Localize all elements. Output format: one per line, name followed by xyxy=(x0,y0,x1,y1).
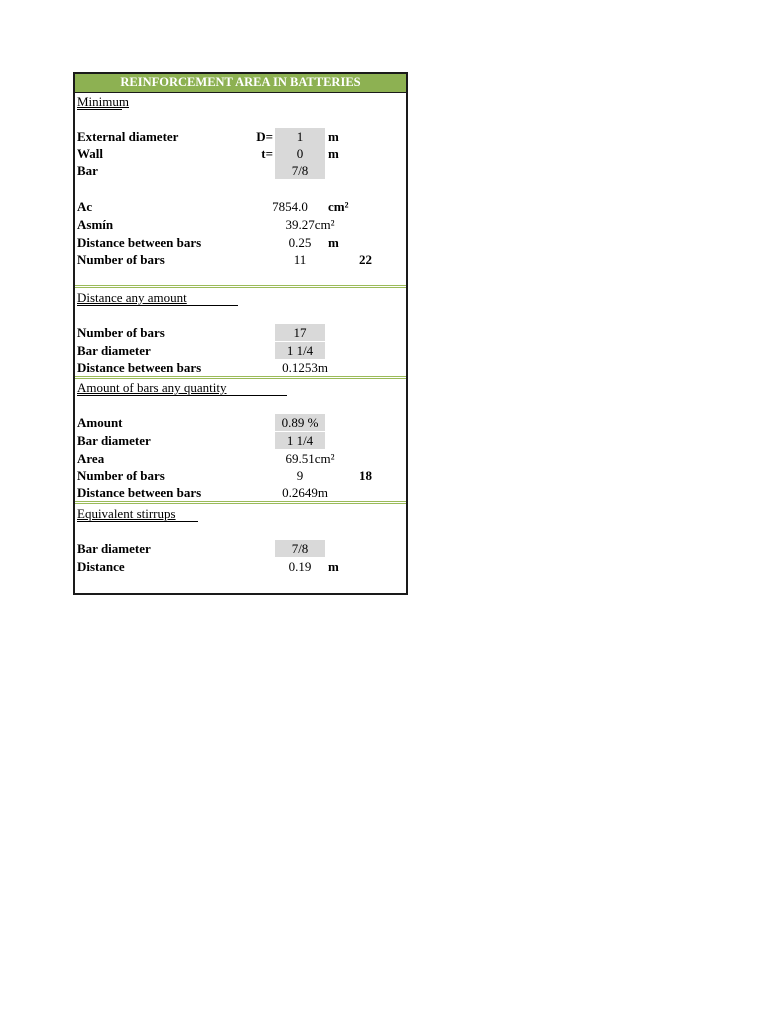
section-heading: Amount of bars any quantity xyxy=(77,380,227,395)
heading-underline xyxy=(77,109,122,110)
input-bar-diameter[interactable]: 1 1/4 xyxy=(275,432,325,449)
row-distance-between-bars xyxy=(75,359,406,376)
value-ac: 7854.0 xyxy=(272,199,308,214)
row-bar-diameter xyxy=(75,540,406,557)
heading-underline xyxy=(77,305,238,306)
section-distance-any-header xyxy=(75,289,406,306)
row-label: Number of bars xyxy=(77,325,165,340)
input-bar[interactable]: 7/8 xyxy=(275,162,325,179)
symbol: t= xyxy=(261,146,273,161)
row-amount xyxy=(75,414,406,431)
symbol: D= xyxy=(256,129,273,144)
row-distance-between-bars xyxy=(75,484,406,501)
unit: m xyxy=(328,235,339,250)
row-number-of-bars xyxy=(75,324,406,341)
row-label: Distance between bars xyxy=(77,360,202,375)
row-external-diameter xyxy=(75,128,406,145)
row-bar xyxy=(75,162,406,179)
heading-underline xyxy=(77,521,198,522)
row-label: Distance xyxy=(77,559,125,574)
input-amount[interactable]: 0.89 % xyxy=(275,414,325,431)
value-distance: 0.2649m xyxy=(282,485,328,500)
value-number-total: 22 xyxy=(359,252,372,267)
row-label: Bar xyxy=(77,163,98,178)
row-label: Bar diameter xyxy=(77,433,151,448)
section-divider xyxy=(75,285,406,288)
section-heading: Equivalent stirrups xyxy=(77,506,176,521)
row-label: Wall xyxy=(77,146,104,161)
unit: cm² xyxy=(328,199,349,214)
section-amount-any-header xyxy=(75,379,406,396)
sheet-title: REINFORCEMENT AREA IN BATTERIES xyxy=(75,74,406,93)
value-distance: 0.25 xyxy=(288,235,312,250)
section-heading: Minimum xyxy=(77,94,130,109)
unit: m xyxy=(328,146,339,161)
section-heading: Distance any amount xyxy=(77,290,187,305)
section-minimum-header xyxy=(75,93,406,110)
value-asmin: 39.27cm² xyxy=(285,217,335,232)
row-wall xyxy=(75,145,406,162)
input-external-diameter[interactable]: 1 xyxy=(275,128,325,145)
row-distance-between-bars xyxy=(75,234,406,251)
section-divider xyxy=(75,501,406,504)
input-wall[interactable]: 0 xyxy=(275,145,325,162)
value-number-total: 18 xyxy=(359,468,372,483)
row-label: External diameter xyxy=(77,129,179,144)
row-label: Bar diameter xyxy=(77,343,151,358)
spreadsheet-panel xyxy=(73,72,408,595)
section-stirrups-header xyxy=(75,505,406,522)
row-label: Distance between bars xyxy=(77,485,202,500)
row-number-of-bars xyxy=(75,467,406,484)
row-number-of-bars xyxy=(75,251,406,268)
value-distance: 0.1253m xyxy=(282,360,328,375)
row-bar-diameter xyxy=(75,342,406,359)
input-bar-diameter[interactable]: 7/8 xyxy=(275,540,325,557)
input-bar-diameter[interactable]: 1 1/4 xyxy=(275,342,325,359)
value-number: 11 xyxy=(293,252,307,267)
row-label: Number of bars xyxy=(77,252,165,267)
value-number: 9 xyxy=(296,468,304,483)
row-label: Amount xyxy=(77,415,123,430)
row-label: Distance between bars xyxy=(77,235,202,250)
row-label: Number of bars xyxy=(77,468,165,483)
value-distance: 0.19 xyxy=(288,559,312,574)
row-asmin xyxy=(75,216,406,233)
row-distance xyxy=(75,558,406,575)
row-label: Bar diameter xyxy=(77,541,151,556)
row-ac xyxy=(75,198,406,215)
value-area: 69.51cm² xyxy=(285,451,335,466)
unit: m xyxy=(328,129,339,144)
row-bar-diameter xyxy=(75,432,406,449)
heading-underline xyxy=(77,395,287,396)
row-label: Area xyxy=(77,451,105,466)
input-number-of-bars[interactable]: 17 xyxy=(275,324,325,341)
row-label: Asmín xyxy=(77,217,114,232)
unit: m xyxy=(328,559,339,574)
row-area xyxy=(75,450,406,467)
row-label: Ac xyxy=(77,199,93,214)
